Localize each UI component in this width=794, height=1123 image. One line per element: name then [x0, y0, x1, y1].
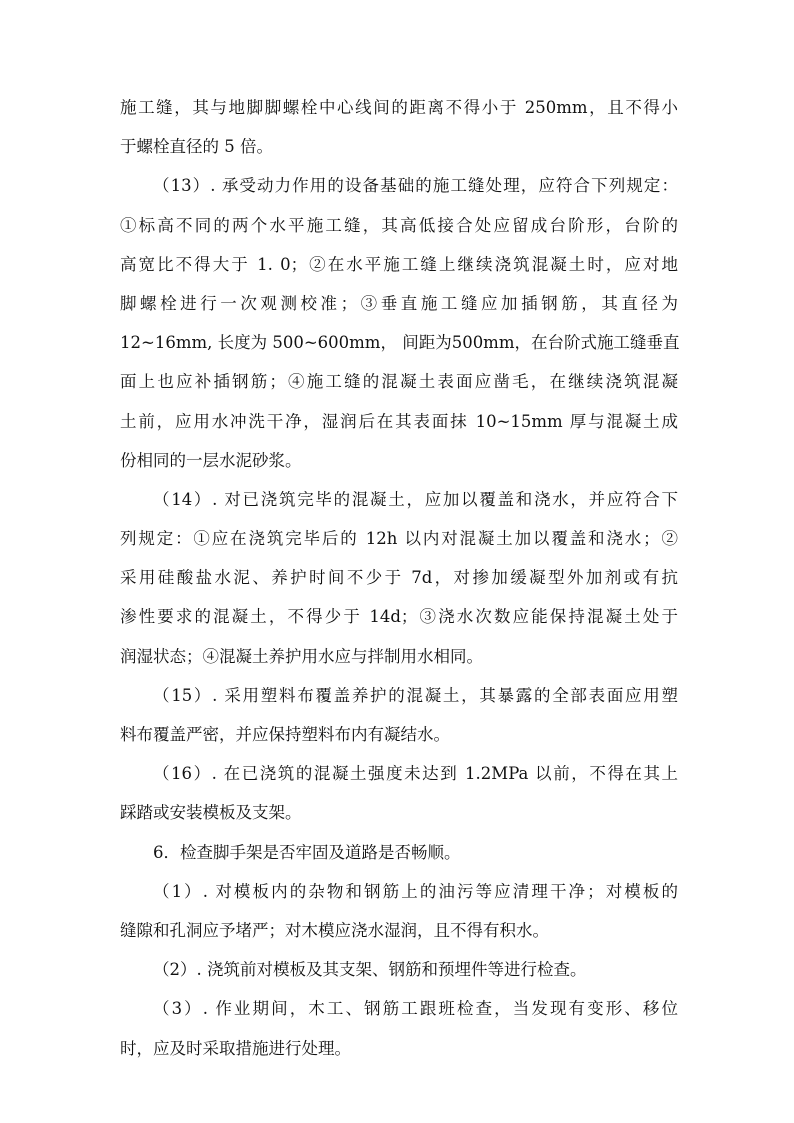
- text-line: 脚螺栓进行一次观测校准；③垂直施工缝应加插钢筋，其直径为: [120, 293, 678, 313]
- text-line: 润湿状态；④混凝土养护用水应与拌制用水相同。: [120, 646, 483, 666]
- text-line: （16）. 在已浇筑的混凝土强度未达到 1.2MPa 以前，不得在其上: [153, 764, 678, 784]
- text-line: 6．检查脚手架是否牢固及道路是否畅顺。: [153, 842, 461, 862]
- paragraph-12-continued: [120, 88, 678, 166]
- text-line: （14）. 对已浇筑完毕的混凝土，应加以覆盖和浇水，并应符合下: [153, 489, 678, 509]
- text-line: 于螺栓直径的 5 倍。: [120, 137, 273, 157]
- text-line: （1）. 对模板内的杂物和钢筋上的油污等应清理干净；对模板的: [153, 881, 678, 901]
- paragraph-6-1: [120, 872, 678, 950]
- paragraph-6-2: [120, 950, 678, 989]
- text-line: （3）. 作业期间，木工、钢筋工跟班检查，当发现有变形、移位: [153, 999, 678, 1019]
- text-line: 时，应及时采取措施进行处理。: [120, 1038, 351, 1058]
- text-line: 土前，应用水冲洗干净，湿润后在其表面抹 10~15mm 厚与混凝土成: [120, 411, 678, 431]
- text-line: （15）. 采用塑料布覆盖养护的混凝土，其暴露的全部表面应用塑: [153, 685, 678, 705]
- text-line: 渗性要求的混凝土，不得少于 14d；③浇水次数应能保持混凝土处于: [120, 607, 678, 627]
- text-line: （13）. 承受动力作用的设备基础的施工缝处理，应符合下列规定：: [153, 176, 678, 196]
- text-line: 份相同的一层水泥砂浆。: [120, 450, 302, 470]
- text-line: 缝隙和孔洞应予堵严；对木模应浇水湿润，且不得有积水。: [120, 920, 549, 940]
- text-line: 12~16mm, 长度为 500~600mm， 间距为500mm，在台阶式施工缝垂直: [120, 333, 680, 353]
- paragraph-15: [120, 676, 678, 754]
- paragraph-13: [120, 166, 678, 480]
- text-line: 面上也应补插钢筋；④施工缝的混凝土表面应凿毛，在继续浇筑混凝: [120, 372, 678, 392]
- section-6-heading: [120, 833, 678, 872]
- text-line: ①标高不同的两个水平施工缝，其高低接合处应留成台阶形，台阶的: [120, 215, 678, 235]
- text-line: 高宽比不得大于 1. 0；②在水平施工缝上继续浇筑混凝土时，应对地: [120, 254, 678, 274]
- paragraph-16: [120, 754, 678, 832]
- text-line: （2）. 浇筑前对模板及其支架、钢筋和预埋件等进行检查。: [153, 960, 587, 980]
- text-line: 踩踏或安装模板及支架。: [120, 803, 302, 823]
- document-body: [120, 88, 678, 1068]
- text-line: 施工缝，其与地脚脚螺栓中心线间的距离不得小于 250mm，且不得小: [120, 98, 678, 117]
- paragraph-6-3: [120, 989, 678, 1067]
- text-line: 采用硅酸盐水泥、养护时间不少于 7d，对掺加缓凝型外加剂或有抗: [120, 568, 678, 588]
- paragraph-14: [120, 480, 678, 676]
- text-line: 列规定：①应在浇筑完毕后的 12h 以内对混凝土加以覆盖和浇水；②: [120, 529, 678, 549]
- text-line: 料布覆盖严密，并应保持塑料布内有凝结水。: [120, 725, 450, 744]
